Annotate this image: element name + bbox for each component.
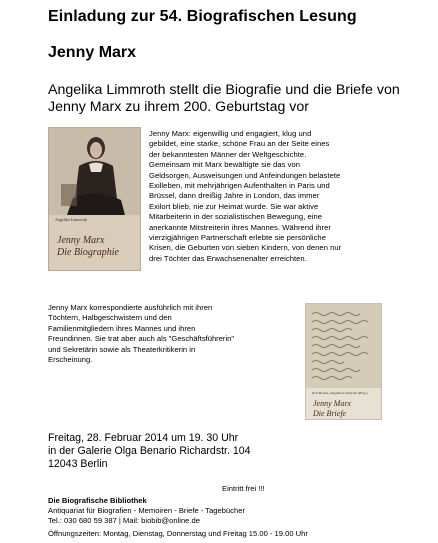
- text-line: Jenny Marx korrespondierte ausführlich mit ihren: [48, 303, 213, 312]
- text-line: gebildet, eine starke, schöne Frau an der Seite eines: [149, 139, 330, 149]
- text-line: Töchtern, Halbgeschwistern und den: [48, 313, 172, 323]
- text-line: Mitarbeiterin in der sozialistischen Bewegung, eine: [149, 212, 323, 222]
- text-line: Jenny Marx: eigenwillig und engagiert, klug und: [149, 129, 312, 138]
- person-name-heading: Jenny Marx: [48, 44, 137, 61]
- opening-hours: Öffnungszeiten: Montag, Dienstag, Donnerstag und Freitag 15.00 - 19.00 Uhr: [48, 529, 308, 538]
- text-line: Gemeinsam mit Marx bewältigte sie das von: [149, 160, 301, 170]
- text-line: der bekanntesten Männer der Weltgeschichte.: [149, 149, 307, 159]
- organizer-name: Die Biografische Bibliothek: [48, 496, 147, 505]
- subtitle: Angelika Limmroth stellt die Biografie und die Briefe von Jenny Marx zu ihrem 200. Geburtstag vor: [48, 82, 400, 115]
- biography-description: [149, 129, 420, 264]
- book1-subtitle: Die Biographie: [57, 247, 119, 258]
- admission-note: Eintritt frei !!!: [222, 484, 265, 493]
- event-details: [48, 432, 308, 472]
- book2-title: Jenny Marx: [313, 399, 351, 408]
- text-line: und Sekretärin sowie als Theaterkritikerin in: [48, 344, 196, 354]
- book1-title: Jenny Marx: [57, 235, 105, 246]
- text-line: Exilleben, mit mehrjährigen Aufenthalten in Paris und: [149, 181, 330, 191]
- event-venue: in der Galerie Olga Benario Richardstr. 104: [48, 445, 251, 458]
- text-line: Geldsorgen, Ausweisungen und Anfeindungen belastete: [149, 170, 341, 180]
- text-line: Krisen, die Geburten von sieben Kindern, von denen nur: [149, 243, 342, 253]
- organizer-contact: Tel.: 030 680 59 387 | Mail: biobib@online.de: [48, 516, 200, 525]
- event-date: Freitag, 28. Februar 2014 um 19. 30 Uhr: [48, 432, 239, 444]
- text-line: vierzigjährigen Partnerschaft erlebte sie persönliche: [149, 233, 326, 243]
- book1-author: Angelika Limmroth: [55, 217, 87, 222]
- handwritten-letter-image: [306, 304, 382, 388]
- text-line: Familienmitgliedern ihres Mannes und ihren: [48, 323, 196, 333]
- invitation-title: Einladung zur 54. Biografischen Lesung: [48, 8, 357, 25]
- text-line: Exilort blieb, nie zur Heimat wurde. Sie war aktive: [149, 201, 319, 211]
- text-line: anerkannte Mitstreiterin ihres Mannes. Während ihrer: [149, 222, 331, 232]
- book2-subtitle: Die Briefe: [313, 409, 347, 418]
- text-line: Brüssel, dann dreißig Jahre in London, das immer: [149, 191, 320, 201]
- letters-book-cover: [305, 303, 382, 420]
- letters-description: [48, 303, 293, 365]
- text-line: drei Töchter das Erwachsenenalter erreichten.: [149, 253, 307, 263]
- book2-author: Rolf Hecker, Angelika Limmroth (Hrsg.): [312, 391, 368, 395]
- biography-book-cover: [48, 127, 141, 271]
- text-line: Erscheinung.: [48, 355, 93, 365]
- text-line: Freundinnen. Sie trat aber auch als "Geschäftsführerin": [48, 334, 235, 344]
- organizer-description: Antiquariat für Biografien - Memoiren - Briefe - Tagebücher: [48, 506, 245, 515]
- event-city: 12043 Berlin: [48, 458, 108, 471]
- organizer-info: [48, 496, 428, 526]
- portrait-photo: [49, 128, 141, 215]
